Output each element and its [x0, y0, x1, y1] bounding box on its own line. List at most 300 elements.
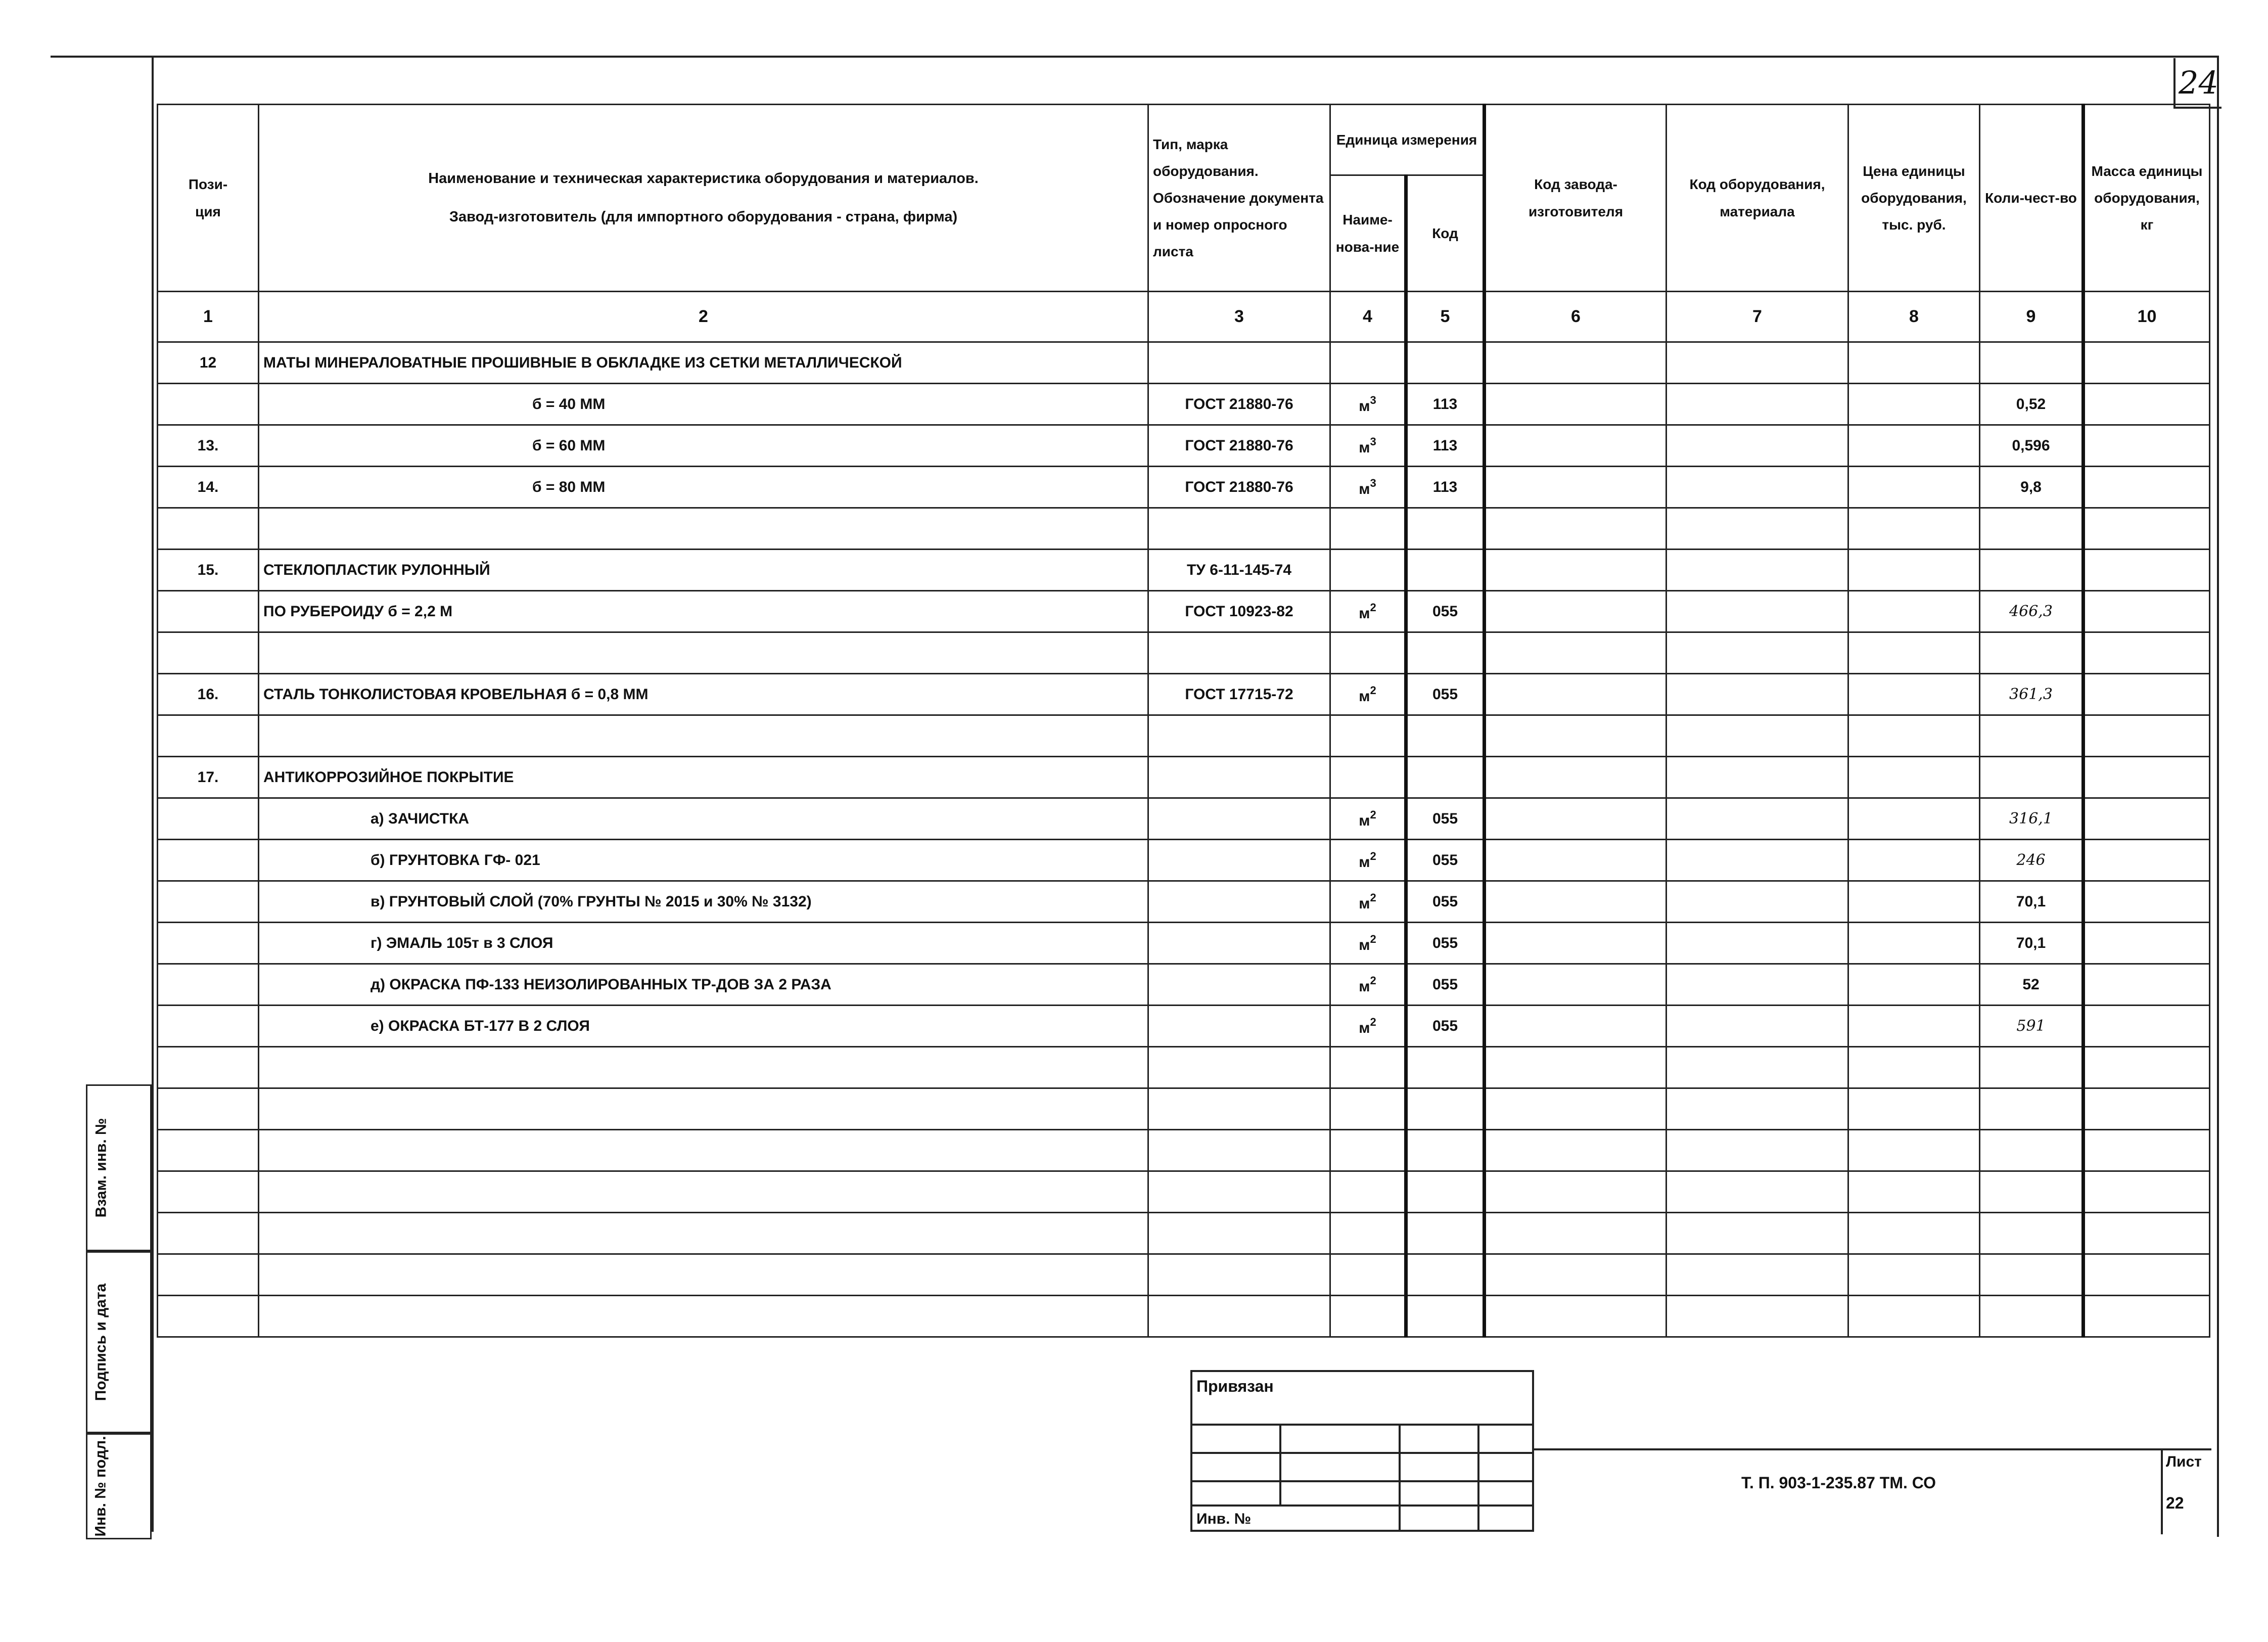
row-price — [1848, 964, 1980, 1006]
row-quantity — [1980, 1213, 2084, 1254]
colnum: 6 — [1485, 292, 1667, 342]
row-equipment-code — [1667, 342, 1848, 384]
row-price — [1848, 1130, 1980, 1171]
row-unit-code: 113 — [1406, 425, 1485, 467]
row-type — [1148, 1088, 1330, 1130]
handwritten-sheet-number: 24 — [2173, 58, 2221, 109]
row-quantity: 246 — [1980, 840, 2084, 881]
row-mass — [2084, 881, 2210, 923]
table-row — [158, 757, 2210, 798]
row-position: 16. — [158, 674, 259, 715]
row-position — [158, 715, 259, 757]
table-row — [158, 1171, 2210, 1213]
row-mass — [2084, 1088, 2210, 1130]
row-price — [1848, 508, 1980, 550]
row-position — [158, 1130, 259, 1171]
row-type: ГОСТ 10923-82 — [1148, 591, 1330, 632]
row-type — [1148, 508, 1330, 550]
table-row — [158, 1088, 2210, 1130]
row-price — [1848, 384, 1980, 425]
row-unit-code — [1406, 715, 1485, 757]
row-unit-exponent: 3 — [1370, 393, 1376, 406]
row-unit — [1330, 591, 1406, 632]
tb-cell — [1399, 1480, 1479, 1507]
row-price — [1848, 425, 1980, 467]
row-mass — [2084, 715, 2210, 757]
table-row — [158, 881, 2210, 923]
row-factory-code — [1485, 674, 1667, 715]
row-type: ГОСТ 17715-72 — [1148, 674, 1330, 715]
row-equipment-code — [1667, 1006, 1848, 1047]
tb-cell — [1477, 1504, 1534, 1532]
privyazan-cell — [1190, 1370, 1534, 1426]
row-type — [1148, 1171, 1330, 1213]
row-unit-code — [1406, 757, 1485, 798]
row-unit — [1330, 923, 1406, 964]
row-name — [259, 508, 1148, 550]
row-quantity — [1980, 1088, 2084, 1130]
row-price — [1848, 1254, 1980, 1296]
row-equipment-code — [1667, 1254, 1848, 1296]
row-name: е) ОКРАСКА БТ-177 В 2 СЛОЯ — [259, 1006, 1148, 1047]
row-unit — [1330, 674, 1406, 715]
row-factory-code — [1485, 1213, 1667, 1254]
row-position — [158, 591, 259, 632]
table-row — [158, 425, 2210, 467]
tb-cell — [1190, 1424, 1281, 1454]
tb-cell — [1399, 1424, 1479, 1454]
row-position — [158, 1213, 259, 1254]
row-unit — [1330, 715, 1406, 757]
row-equipment-code — [1667, 674, 1848, 715]
header-unit-price: Цена единицы оборудования, тыс. руб. — [1848, 105, 1980, 292]
row-name: б) ГРУНТОВКА ГФ- 021 — [259, 840, 1148, 881]
tb-cell — [1279, 1452, 1401, 1482]
header-unit-code: Код — [1406, 175, 1485, 292]
row-position: 13. — [158, 425, 259, 467]
row-equipment-code — [1667, 1130, 1848, 1171]
tb-cell — [1477, 1424, 1534, 1454]
row-factory-code — [1485, 1254, 1667, 1296]
row-factory-code — [1485, 757, 1667, 798]
row-unit — [1330, 508, 1406, 550]
row-unit-code — [1406, 508, 1485, 550]
tb-cell — [1399, 1452, 1479, 1482]
table-row — [158, 632, 2210, 674]
row-quantity — [1980, 342, 2084, 384]
table-row — [158, 964, 2210, 1006]
table-row — [158, 1213, 2210, 1254]
row-position — [158, 840, 259, 881]
row-position — [158, 1006, 259, 1047]
row-position: 12 — [158, 342, 259, 384]
row-unit-code — [1406, 1296, 1485, 1337]
row-position — [158, 1296, 259, 1337]
row-type: ГОСТ 21880-76 — [1148, 467, 1330, 508]
tb-cell — [1477, 1480, 1534, 1507]
row-position — [158, 384, 259, 425]
row-name: г) ЭМАЛЬ 105т в 3 СЛОЯ — [259, 923, 1148, 964]
row-equipment-code — [1667, 425, 1848, 467]
colnum: 4 — [1330, 292, 1406, 342]
row-position — [158, 1088, 259, 1130]
row-price — [1848, 1006, 1980, 1047]
row-unit — [1330, 1213, 1406, 1254]
row-unit — [1330, 1130, 1406, 1171]
table-row — [158, 840, 2210, 881]
row-quantity — [1980, 550, 2084, 591]
row-quantity: 591 — [1980, 1006, 2084, 1047]
row-name — [259, 1088, 1148, 1130]
row-factory-code — [1485, 632, 1667, 674]
row-price — [1848, 591, 1980, 632]
row-equipment-code — [1667, 840, 1848, 881]
row-unit-exponent: 2 — [1370, 849, 1376, 862]
row-name — [259, 1254, 1148, 1296]
table-row — [158, 923, 2210, 964]
table-row — [158, 1047, 2210, 1088]
row-equipment-code — [1667, 1047, 1848, 1088]
row-quantity: 361,3 — [1980, 674, 2084, 715]
row-unit-exponent: 2 — [1370, 891, 1376, 904]
header-unit-mass: Масса единицы оборудования, кг — [2084, 105, 2210, 292]
row-unit-code — [1406, 1047, 1485, 1088]
row-name: МАТЫ МИНЕРАЛОВАТНЫЕ ПРОШИВНЫЕ В ОБКЛАДКЕ ИЗ СЕТКИ МЕТАЛЛИЧЕСКОЙ — [259, 342, 1148, 384]
row-unit-code: 055 — [1406, 923, 1485, 964]
row-price — [1848, 632, 1980, 674]
colnum: 7 — [1667, 292, 1848, 342]
table-row — [158, 674, 2210, 715]
row-mass — [2084, 1254, 2210, 1296]
table-row — [158, 384, 2210, 425]
inv-podl-label: Инв. № подл. — [92, 1436, 109, 1537]
row-unit-exponent: 2 — [1370, 1015, 1376, 1028]
row-quantity — [1980, 1254, 2084, 1296]
row-position: 17. — [158, 757, 259, 798]
row-price — [1848, 674, 1980, 715]
row-unit — [1330, 881, 1406, 923]
row-mass — [2084, 1296, 2210, 1337]
row-factory-code — [1485, 550, 1667, 591]
row-unit-text: м — [1359, 397, 1370, 415]
row-factory-code — [1485, 1171, 1667, 1213]
row-factory-code — [1485, 1006, 1667, 1047]
row-unit — [1330, 384, 1406, 425]
row-unit-text: м — [1359, 895, 1370, 912]
colnum: 9 — [1980, 292, 2084, 342]
row-unit — [1330, 1047, 1406, 1088]
table-row — [158, 715, 2210, 757]
row-name: б = 60 ММ — [259, 425, 1148, 467]
row-price — [1848, 467, 1980, 508]
row-name — [259, 1213, 1148, 1254]
row-name — [259, 1047, 1148, 1088]
row-equipment-code — [1667, 964, 1848, 1006]
row-mass — [2084, 342, 2210, 384]
row-unit-code: 055 — [1406, 1006, 1485, 1047]
row-equipment-code — [1667, 591, 1848, 632]
row-unit-code — [1406, 632, 1485, 674]
row-mass — [2084, 757, 2210, 798]
table-row — [158, 1006, 2210, 1047]
row-quantity — [1980, 757, 2084, 798]
header-factory-code: Код завода-изготовителя — [1485, 105, 1667, 292]
row-position: 15. — [158, 550, 259, 591]
row-mass — [2084, 1213, 2210, 1254]
table-row — [158, 467, 2210, 508]
row-type — [1148, 840, 1330, 881]
row-unit-exponent: 2 — [1370, 683, 1376, 697]
row-unit-text: м — [1359, 480, 1370, 497]
row-unit — [1330, 550, 1406, 591]
row-equipment-code — [1667, 798, 1848, 840]
row-type — [1148, 757, 1330, 798]
row-name — [259, 715, 1148, 757]
colnum: 1 — [158, 292, 259, 342]
row-price — [1848, 1213, 1980, 1254]
inv-no-cell — [1190, 1504, 1401, 1532]
row-equipment-code — [1667, 1296, 1848, 1337]
row-quantity: 70,1 — [1980, 881, 2084, 923]
row-factory-code — [1485, 798, 1667, 840]
tb-cell — [1190, 1480, 1281, 1507]
vzam-inv-label: Взам. инв. № — [92, 1118, 110, 1218]
row-quantity — [1980, 1171, 2084, 1213]
colnum: 10 — [2084, 292, 2210, 342]
row-mass — [2084, 550, 2210, 591]
row-factory-code — [1485, 425, 1667, 467]
row-quantity: 9,8 — [1980, 467, 2084, 508]
row-position — [158, 632, 259, 674]
row-type — [1148, 715, 1330, 757]
colnum: 8 — [1848, 292, 1980, 342]
table-row — [158, 798, 2210, 840]
row-mass — [2084, 384, 2210, 425]
row-equipment-code — [1667, 508, 1848, 550]
row-mass — [2084, 1171, 2210, 1213]
row-quantity: 316,1 — [1980, 798, 2084, 840]
row-name — [259, 632, 1148, 674]
row-factory-code — [1485, 1047, 1667, 1088]
tb-cell — [1477, 1452, 1534, 1482]
row-factory-code — [1485, 715, 1667, 757]
row-name: СТАЛЬ ТОНКОЛИСТОВАЯ КРОВЕЛЬНАЯ б = 0,8 ММ — [259, 674, 1148, 715]
row-type — [1148, 881, 1330, 923]
row-unit — [1330, 1171, 1406, 1213]
row-unit-code — [1406, 550, 1485, 591]
row-quantity — [1980, 1047, 2084, 1088]
row-name: АНТИКОРРОЗИЙНОЕ ПОКРЫТИЕ — [259, 757, 1148, 798]
row-position — [158, 1171, 259, 1213]
side-stamp — [86, 1084, 152, 1539]
row-name: в) ГРУНТОВЫЙ СЛОЙ (70% ГРУНТЫ № 2015 и 30% № 3132) — [259, 881, 1148, 923]
row-price — [1848, 342, 1980, 384]
row-name: д) ОКРАСКА ПФ-133 НЕИЗОЛИРОВАННЫХ ТР-ДОВ ЗА 2 РАЗА — [259, 964, 1148, 1006]
row-equipment-code — [1667, 1213, 1848, 1254]
row-type — [1148, 798, 1330, 840]
row-price — [1848, 881, 1980, 923]
privyazan-block — [1190, 1370, 1534, 1532]
row-quantity — [1980, 632, 2084, 674]
colnum: 2 — [259, 292, 1148, 342]
row-price — [1848, 1296, 1980, 1337]
row-unit — [1330, 342, 1406, 384]
row-type — [1148, 1006, 1330, 1047]
row-mass — [2084, 840, 2210, 881]
row-name: б = 40 ММ — [259, 384, 1148, 425]
row-unit — [1330, 1006, 1406, 1047]
row-name — [259, 1171, 1148, 1213]
header-unit-group: Единица измерения — [1330, 105, 1485, 175]
row-factory-code — [1485, 508, 1667, 550]
row-name: СТЕКЛОПЛАСТИК РУЛОННЫЙ — [259, 550, 1148, 591]
header-type: Тип, марка оборудования. Обозначение документа и номер опросного листа — [1148, 105, 1330, 292]
row-price — [1848, 550, 1980, 591]
row-equipment-code — [1667, 467, 1848, 508]
row-factory-code — [1485, 342, 1667, 384]
tb-cell — [1190, 1452, 1281, 1482]
row-mass — [2084, 964, 2210, 1006]
row-price — [1848, 840, 1980, 881]
row-position: 14. — [158, 467, 259, 508]
row-position — [158, 508, 259, 550]
row-quantity: 52 — [1980, 964, 2084, 1006]
row-position — [158, 798, 259, 840]
row-unit-text: м — [1359, 1019, 1370, 1036]
row-price — [1848, 757, 1980, 798]
row-position — [158, 964, 259, 1006]
row-equipment-code — [1667, 757, 1848, 798]
specification-table — [157, 104, 2210, 1338]
row-unit — [1330, 425, 1406, 467]
row-equipment-code — [1667, 550, 1848, 591]
row-type — [1148, 1047, 1330, 1088]
row-unit-code: 055 — [1406, 674, 1485, 715]
row-equipment-code — [1667, 923, 1848, 964]
row-position — [158, 1047, 259, 1088]
row-unit — [1330, 757, 1406, 798]
row-factory-code — [1485, 881, 1667, 923]
row-price — [1848, 1088, 1980, 1130]
row-factory-code — [1485, 840, 1667, 881]
sheet-number: 22 — [2166, 1494, 2184, 1512]
row-quantity: 70,1 — [1980, 923, 2084, 964]
row-factory-code — [1485, 964, 1667, 1006]
colnum: 3 — [1148, 292, 1330, 342]
privyazan-label: Привязан — [1196, 1377, 1274, 1395]
tb-cell — [1399, 1504, 1479, 1532]
row-unit — [1330, 798, 1406, 840]
row-unit-code: 113 — [1406, 384, 1485, 425]
row-price — [1848, 798, 1980, 840]
row-mass — [2084, 1047, 2210, 1088]
row-type — [1148, 1213, 1330, 1254]
row-mass — [2084, 1130, 2210, 1171]
row-type — [1148, 964, 1330, 1006]
row-factory-code — [1485, 384, 1667, 425]
row-unit-text: м — [1359, 936, 1370, 953]
row-unit — [1330, 1296, 1406, 1337]
row-unit-code — [1406, 342, 1485, 384]
row-equipment-code — [1667, 881, 1848, 923]
column-numbers-row — [158, 292, 2210, 342]
row-unit-text: м — [1359, 688, 1370, 705]
row-price — [1848, 715, 1980, 757]
row-price — [1848, 1047, 1980, 1088]
row-unit — [1330, 840, 1406, 881]
row-type — [1148, 1296, 1330, 1337]
row-unit-code: 055 — [1406, 964, 1485, 1006]
row-position — [158, 923, 259, 964]
row-unit-code: 055 — [1406, 798, 1485, 840]
row-quantity: 466,3 — [1980, 591, 2084, 632]
row-mass — [2084, 674, 2210, 715]
row-mass — [2084, 798, 2210, 840]
tb-cell — [1279, 1480, 1401, 1507]
title-block-divider — [1534, 1448, 2211, 1450]
row-unit-text: м — [1359, 978, 1370, 995]
table-row — [158, 1254, 2210, 1296]
header-position: Пози- ция — [158, 105, 259, 292]
row-type: ГОСТ 21880-76 — [1148, 425, 1330, 467]
row-factory-code — [1485, 467, 1667, 508]
row-type — [1148, 1130, 1330, 1171]
header-unit-name: Наиме-нова-ние — [1330, 175, 1406, 292]
row-equipment-code — [1667, 632, 1848, 674]
row-name — [259, 1130, 1148, 1171]
row-quantity: 0,596 — [1980, 425, 2084, 467]
header-quantity: Коли-чест-во — [1980, 105, 2084, 292]
row-equipment-code — [1667, 1171, 1848, 1213]
row-unit-code: 055 — [1406, 840, 1485, 881]
row-unit — [1330, 632, 1406, 674]
row-unit-code — [1406, 1171, 1485, 1213]
inv-no-label: Инв. № — [1196, 1511, 1252, 1527]
row-unit-code — [1406, 1213, 1485, 1254]
podpis-label: Подпись и дата — [92, 1283, 110, 1401]
row-quantity — [1980, 1296, 2084, 1337]
row-type — [1148, 1254, 1330, 1296]
row-mass — [2084, 923, 2210, 964]
row-price — [1848, 923, 1980, 964]
row-unit-text: м — [1359, 605, 1370, 622]
row-quantity — [1980, 1130, 2084, 1171]
row-unit-code — [1406, 1254, 1485, 1296]
row-type — [1148, 923, 1330, 964]
row-mass — [2084, 467, 2210, 508]
row-unit-code — [1406, 1088, 1485, 1130]
row-unit — [1330, 1254, 1406, 1296]
row-type — [1148, 632, 1330, 674]
tb-cell — [1279, 1424, 1401, 1454]
header-equipment-code: Код оборудования, материала — [1667, 105, 1848, 292]
row-type: ТУ 6-11-145-74 — [1148, 550, 1330, 591]
row-unit — [1330, 467, 1406, 508]
table-row — [158, 342, 2210, 384]
row-mass — [2084, 1006, 2210, 1047]
row-mass — [2084, 591, 2210, 632]
row-quantity — [1980, 508, 2084, 550]
row-unit-code: 055 — [1406, 881, 1485, 923]
specification-body — [158, 342, 2210, 1337]
row-factory-code — [1485, 1296, 1667, 1337]
row-mass — [2084, 508, 2210, 550]
row-unit-exponent: 3 — [1370, 476, 1376, 489]
row-unit-exponent: 2 — [1370, 808, 1376, 821]
frame-left-border — [152, 56, 154, 1532]
document-code: Т. П. 903-1-235.87 ТМ. СО — [1741, 1474, 1936, 1492]
row-quantity — [1980, 715, 2084, 757]
